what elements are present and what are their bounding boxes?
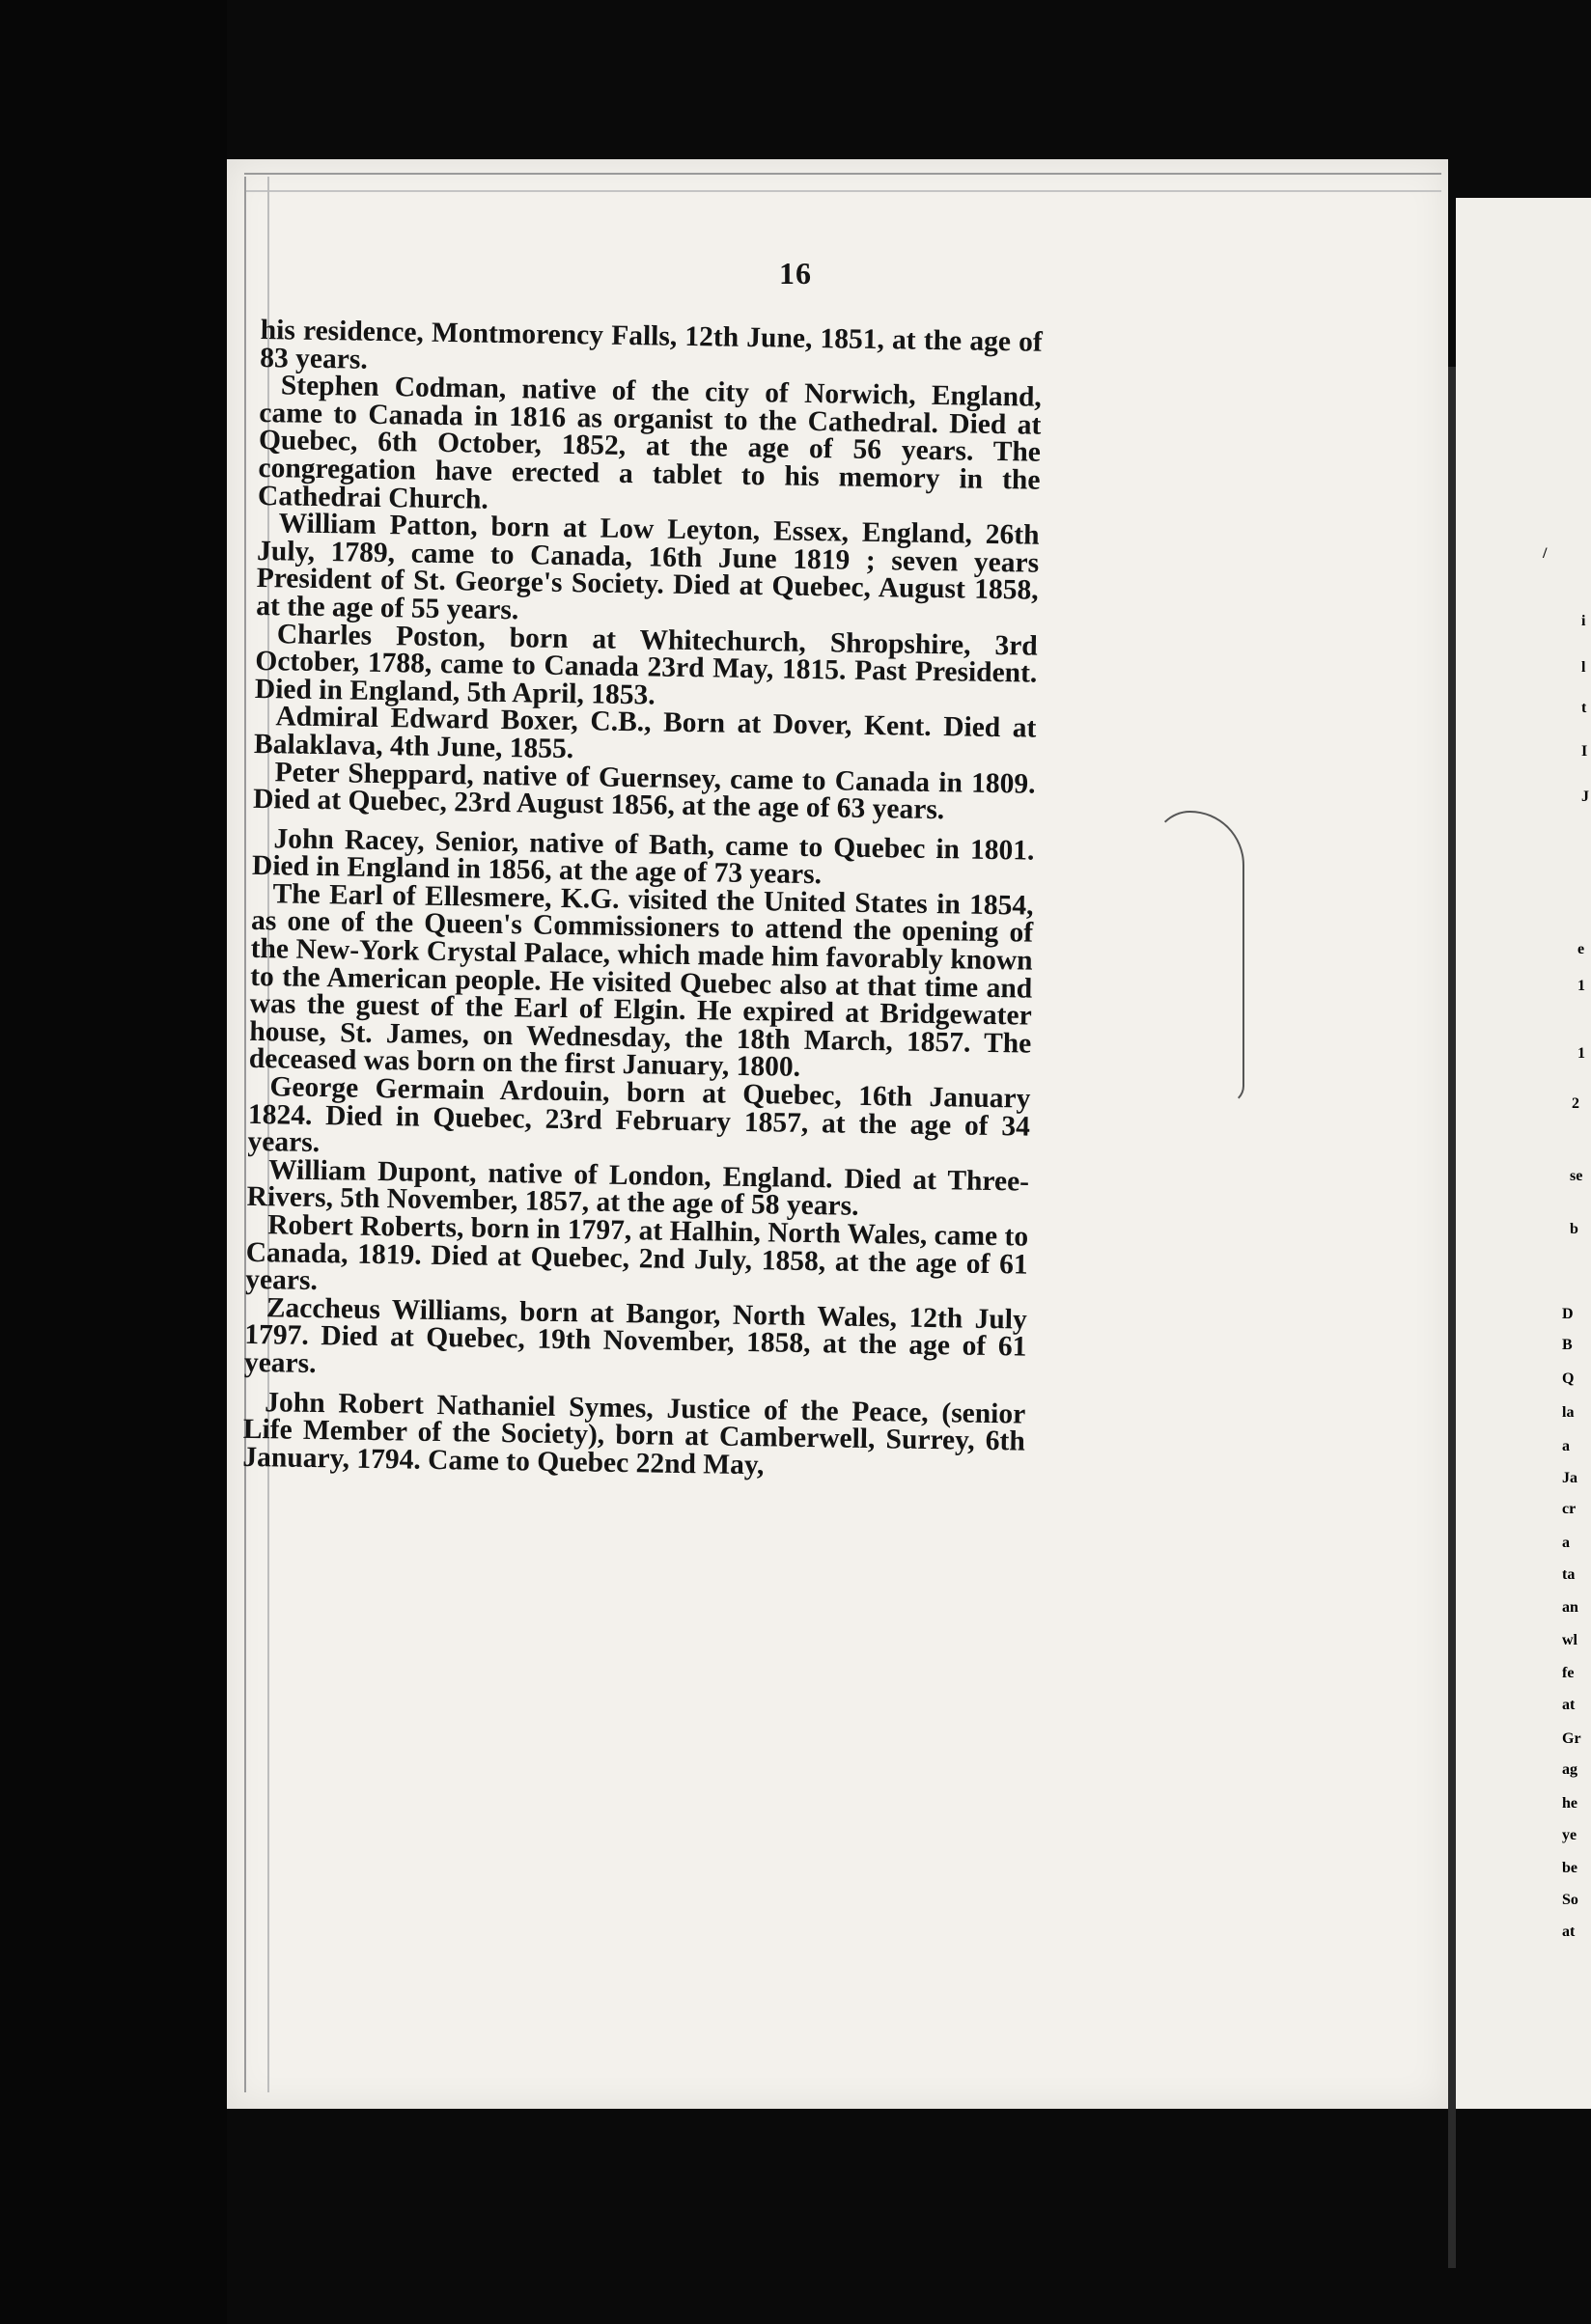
scan-border-left [0, 0, 227, 2324]
paragraph: Stephen Codman, native of the city of Norwich, England, came to Canada in 1816 as organist to the Cathedral. Died at Quebec, 6th October, 1852, at the age of 56 years. The congregation have erected a tablet to his memory in the Cathedrai Church. [257, 370, 1043, 515]
paragraph: his residence, Montmorency Falls, 12th June, 1851, at the age of 83 years. [260, 315, 1043, 375]
paragraph: John Robert Nathaniel Symes, Justice of the Peace, (senior Life Member of the Society), born at Camberwell, Surrey, 6th January, 1794. Came to Quebec 22nd May, [242, 1386, 1026, 1481]
paragraph: Robert Roberts, born in 1797, at Halhin, North Wales, came to Canada, 1819. Died at Quebec, 2nd July, 1858, at the age of 61 years. [245, 1209, 1029, 1297]
facing-fragment: wl [1562, 1632, 1577, 1648]
facing-page [1456, 198, 1591, 2109]
facing-fragment: Q [1562, 1370, 1575, 1387]
paragraph: Charles Poston, born at Whitechurch, Shropshire, 3rd October, 1788, came to Canada 23rd May, 1815. Past President. Died in England, 5th April, 1853. [254, 618, 1038, 711]
facing-fragment: fe [1562, 1665, 1575, 1681]
facing-fragment: Ja [1562, 1470, 1577, 1486]
facing-fragment: at [1562, 1923, 1576, 1940]
facing-fragment: So [1562, 1892, 1578, 1908]
facing-fragment: D [1562, 1306, 1574, 1322]
facing-fragment: at [1562, 1697, 1576, 1713]
page-body-text [242, 317, 1043, 1483]
facing-fragment: he [1562, 1795, 1577, 1812]
paragraph: William Patton, born at Low Leyton, Essex, England, 26th July, 1789, came to Canada, 16th June 1819 ; seven years President of St. George's Society. Died at Quebec, August 1858, at the age of 55 years. [256, 508, 1040, 626]
facing-fragment: a [1562, 1438, 1570, 1454]
paragraph: Admiral Edward Boxer, C.B., Born at Dover, Kent. Died at Balaklava, 4th June, 1855. [253, 701, 1037, 765]
facing-fragment: a [1562, 1535, 1570, 1551]
facing-fragment: se [1570, 1168, 1583, 1184]
paragraph: George Germain Ardouin, born at Quebec, 16th January 1824. Died in Quebec, 23rd February 1857, at the age of 34 years. [247, 1071, 1031, 1159]
page-frame-top [244, 173, 1441, 192]
facing-fragment: an [1562, 1599, 1578, 1616]
facing-fragment: ag [1562, 1761, 1577, 1778]
facing-fragment: cr [1562, 1501, 1577, 1517]
facing-fragment: i [1581, 613, 1586, 629]
binding-thread [1154, 811, 1244, 1104]
facing-fragment: be [1562, 1860, 1577, 1876]
paragraph: William Dupont, native of London, England. Died at Three-Rivers, 5th November, 1857, at the age of 58 years. [246, 1154, 1030, 1223]
facing-fragment: I [1581, 743, 1588, 760]
page-number: 16 [779, 256, 812, 290]
facing-fragment: b [1570, 1221, 1578, 1237]
facing-fragment: B [1562, 1337, 1573, 1353]
facing-fragment: ye [1562, 1827, 1577, 1843]
facing-fragment: ta [1562, 1566, 1576, 1583]
paragraph: John Racey, Senior, native of Bath, came to Quebec in 1801. Died in England in 1856, at the age of 73 years. [251, 822, 1035, 891]
paragraph: Peter Sheppard, native of Guernsey, came to Canada in 1809. Died at Quebec, 23rd August 1856, at the age of 63 years. [252, 756, 1036, 826]
facing-fragment: e [1577, 941, 1585, 957]
facing-fragment: t [1581, 700, 1587, 716]
paragraph: The Earl of Ellesmere, K.G. visited the United States in 1854, as one of the Queen's Commissioners to attend the opening of the New-York Crystal Palace, which made him favorably known to the American people. He visited Quebec also at that time and was the guest of the Earl of Elgin. He expired at Bridgewater house, St. James, on Wednesday, the 18th March, 1857. The deceased was born on the first January, 1800. [248, 878, 1034, 1084]
facing-fragment: 1 [1577, 978, 1585, 994]
facing-fragment: Gr [1562, 1730, 1581, 1747]
facing-fragment: la [1562, 1404, 1575, 1421]
facing-fragment: / [1543, 545, 1548, 562]
facing-fragment: 1 [1577, 1045, 1585, 1062]
page-gutter [1448, 367, 1456, 2268]
facing-fragment: 2 [1572, 1095, 1579, 1112]
facing-fragment: l [1581, 659, 1586, 676]
paragraph: Zaccheus Williams, born at Bangor, North Wales, 12th July 1797. Died at Quebec, 19th November, 1858, at the age of 61 years. [243, 1292, 1028, 1380]
facing-fragment: J [1581, 788, 1589, 805]
